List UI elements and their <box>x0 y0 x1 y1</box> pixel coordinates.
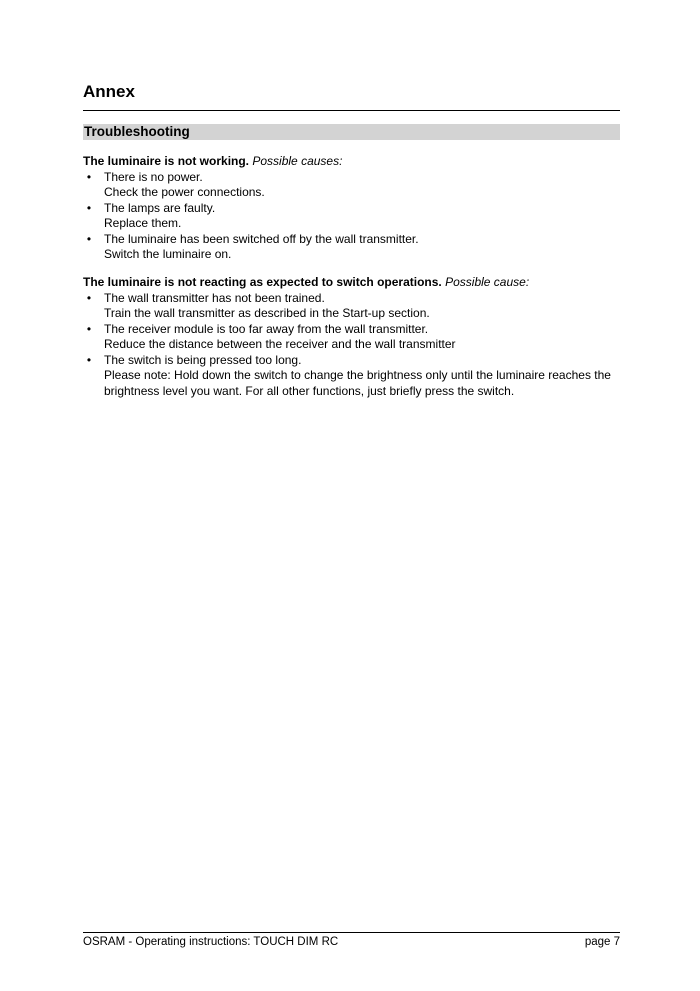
remedy-text: Replace them. <box>104 216 182 230</box>
bullet-icon: • <box>86 352 92 367</box>
cause-text: The lamps are faulty. <box>104 200 216 215</box>
remedy-text: Train the wall transmitter as described in the Start-up section. <box>104 306 430 320</box>
bullet-icon: • <box>86 290 92 305</box>
block-heading-italic: Possible cause: <box>445 275 530 289</box>
bullet-icon: • <box>86 200 92 215</box>
cause-text: The receiver module is too far away from the wall transmitter. <box>104 321 429 336</box>
list-item <box>83 232 620 263</box>
troubleshooting-block-not-working <box>83 154 620 263</box>
bullet-icon: • <box>86 169 92 184</box>
section-title: Troubleshooting <box>84 124 190 139</box>
block-heading <box>83 275 620 291</box>
cause-text: The luminaire has been switched off by the wall transmitter. <box>104 231 419 246</box>
list-item <box>83 291 620 322</box>
remedy-text: Reduce the distance between the receiver and the wall transmitter <box>104 337 456 351</box>
remedy-text: Please note: Hold down the switch to change the brightness only until the luminaire reaches the brightness level you want. For all other functions, just briefly press the switch. <box>104 368 611 398</box>
cause-text: There is no power. <box>104 169 203 184</box>
footer-document-title: OSRAM - Operating instructions: TOUCH DIM RC <box>83 936 339 948</box>
footer-page-number: page 7 <box>584 936 620 948</box>
block-heading <box>83 154 620 170</box>
annex-title: Annex <box>83 82 135 101</box>
list-item <box>83 201 620 232</box>
block-heading-italic: Possible causes: <box>252 154 343 168</box>
block-heading-main: The luminaire is not reacting as expected to switch operations. <box>83 275 442 289</box>
cause-text: The wall transmitter has not been trained. <box>104 290 325 305</box>
remedy-text: Check the power connections. <box>104 185 265 199</box>
remedy-text: Switch the luminaire on. <box>104 247 232 261</box>
block-heading-main: The luminaire is not working. <box>83 154 250 168</box>
cause-list <box>83 291 620 400</box>
bullet-icon: • <box>86 321 92 336</box>
cause-text: The switch is being pressed too long. <box>104 352 302 367</box>
troubleshooting-block-not-reacting <box>83 275 620 399</box>
list-item <box>83 170 620 201</box>
footer-rule <box>83 932 620 933</box>
list-item <box>83 322 620 353</box>
cause-list <box>83 170 620 263</box>
list-item <box>83 353 620 400</box>
bullet-icon: • <box>86 231 92 246</box>
annex-rule <box>83 110 620 111</box>
